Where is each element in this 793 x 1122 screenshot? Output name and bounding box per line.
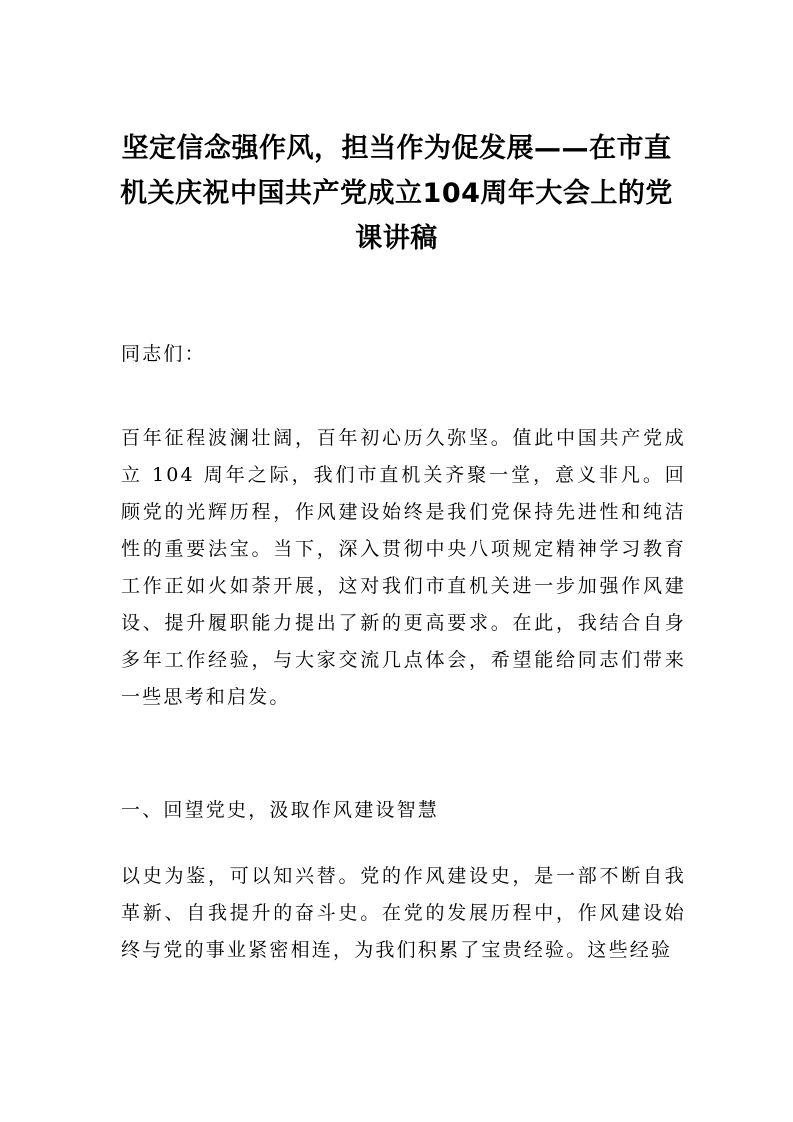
- section-heading: 一、回望党史，汲取作风建设智慧: [121, 799, 440, 821]
- document-title: 坚定信念强作风，担当作为促发展——在市直机关庆祝中国共产党成立104周年大会上的党课讲稿: [120, 133, 673, 254]
- intro-paragraph: 百年征程波澜壮阔，百年初心历久弥坚。值此中国共产党成立 104 周年之际，我们市直机关齐聚一堂，意义非凡。回顾党的光辉历程，作风建设始终是我们党保持先进性和纯洁性的重要法宝。当下，深入贯彻中央八项规定精神学习教育工作正如火如荼开展，这对我们市直机关进一步加强作风建设、提升履职能力提出了新的更高要求。在此，我结合自身多年工作经验，与大家交流几点体会，希望能给同志们带来一些思考和启发。: [121, 427, 686, 708]
- salutation: 同志们：: [121, 343, 206, 365]
- body-paragraph: 以史为鉴，可以知兴替。党的作风建设史，是一部不断自我革新、自我提升的奋斗史。在党的发展历程中，作风建设始终与党的事业紧密相连，为我们积累了宝贵经验。这些经验: [121, 865, 686, 961]
